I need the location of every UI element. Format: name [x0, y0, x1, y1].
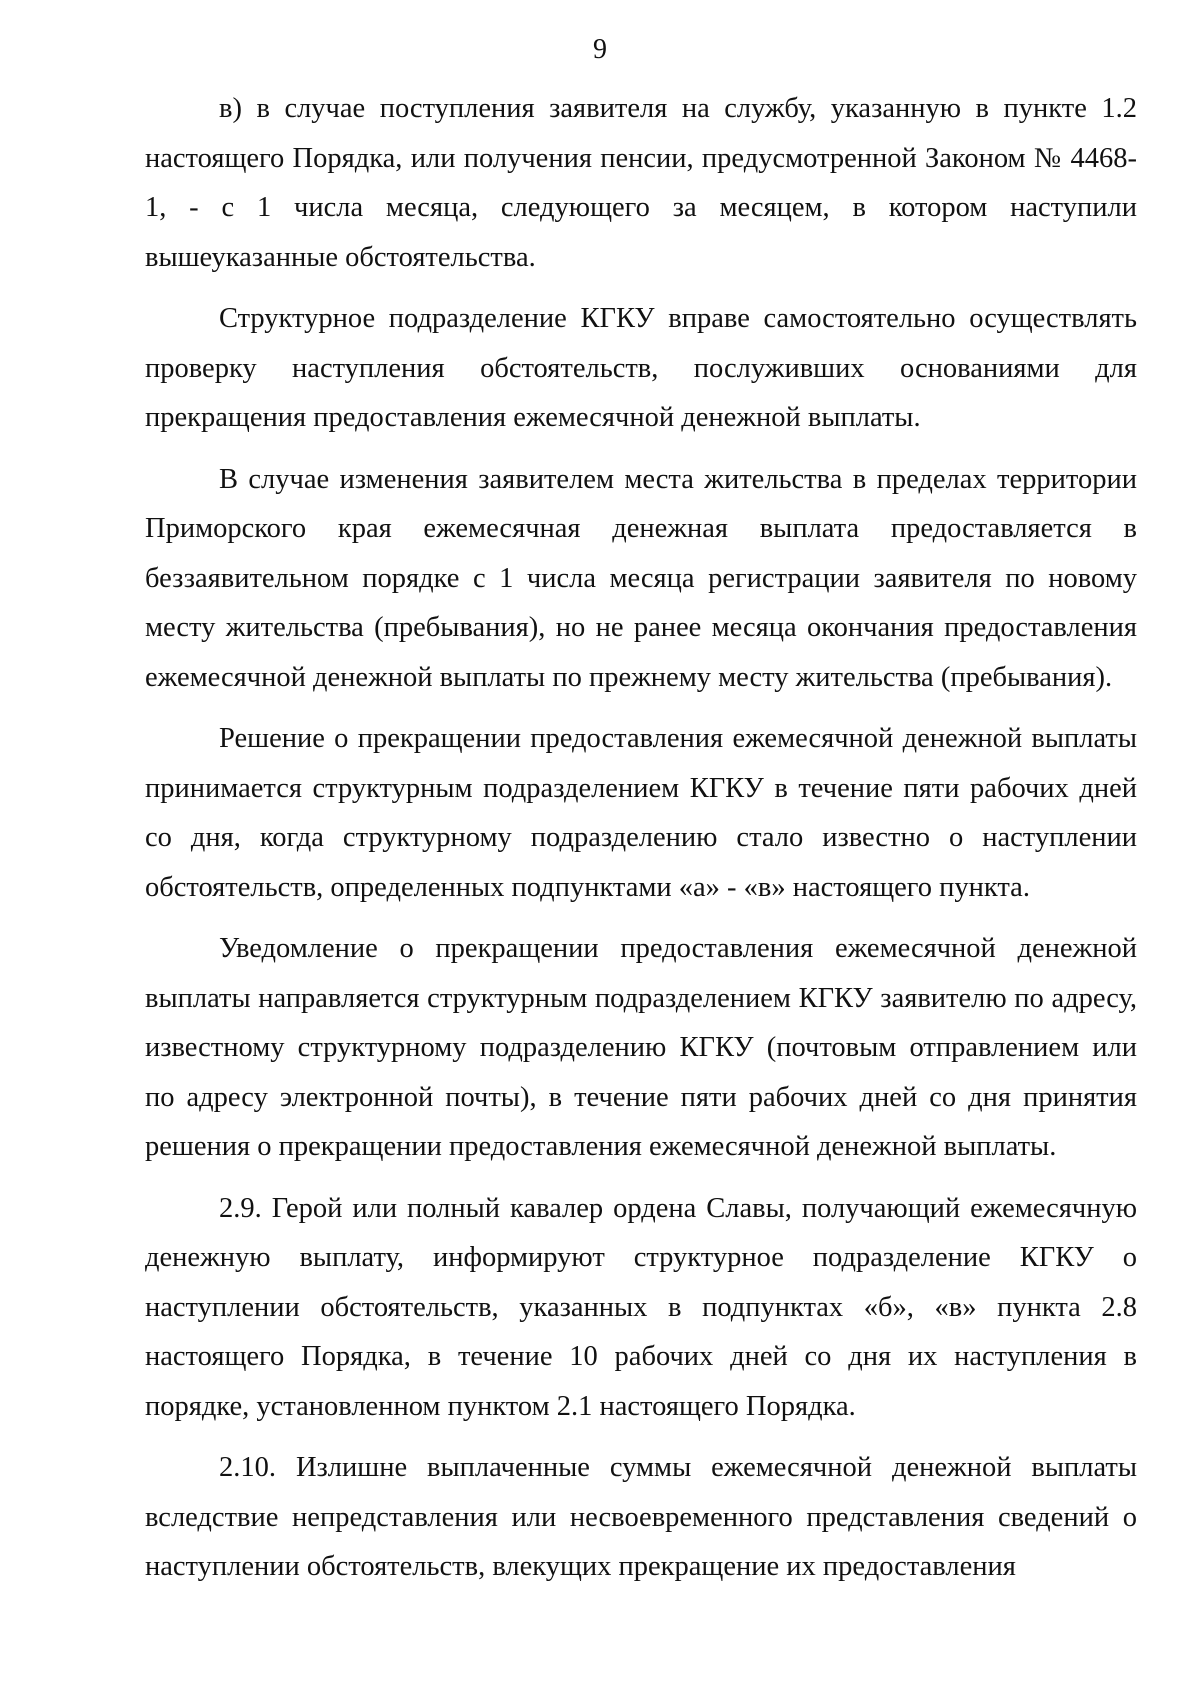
- page-number: 9: [593, 34, 607, 65]
- paragraph-residence-change: В случае изменения заявителем места жительства в пределах территории Приморского края ежемесячная денежная выплата предоставляется в беззаявительном порядке с 1 числа месяца регистрации заявителя по новому месту жительства (пребывания), но не ранее месяца окончания предоставления ежемесячной денежной выплаты по прежнему месту жительства (пребывания).: [145, 463, 1137, 693]
- paragraph-2-10: 2.10. Излишне выплаченные суммы ежемесячной денежной выплаты вследствие непредставления или несвоевременного представления сведений о наступлении обстоятельств, влекущих прекращение их предоставления: [145, 1452, 1137, 1582]
- paragraph-subpoint-v: в) в случае поступления заявителя на службу, указанную в пункте 1.2 настоящего Порядка, или получения пенсии, предусмотренной Законом № 4468-1, - с 1 числа месяца, следующего за месяцем, в котором наступили вышеуказанные обстоятельства.: [145, 93, 1137, 273]
- paragraph-termination-notice: Уведомление о прекращении предоставления ежемесячной денежной выплаты направляется структурным подразделением КГКУ заявителю по адресу, известному структурному подразделению КГКУ (почтовым отправлением или по адресу электронной почты), в течение пяти рабочих дней со дня принятия решения о прекращении предоставления ежемесячной денежной выплаты.: [145, 933, 1137, 1162]
- document-body: [145, 84, 1137, 1604]
- paragraph-2-9: 2.9. Герой или полный кавалер ордена Славы, получающий ежемесячную денежную выплату, информируют структурное подразделение КГКУ о наступлении обстоятельств, указанных в подпунктах «б», «в» пункта 2.8 настоящего Порядка, в течение 10 рабочих дней со дня их наступления в порядке, установленном пунктом 2.1 настоящего Порядка.: [145, 1192, 1137, 1422]
- paragraph-termination-decision: Решение о прекращении предоставления ежемесячной денежной выплаты принимается структурным подразделением КГКУ в течение пяти рабочих дней со дня, когда структурному подразделению стало известно о наступлении обстоятельств, определенных подпунктами «а» - «в» настоящего пункта.: [145, 723, 1137, 903]
- paragraph-verification-right: Структурное подразделение КГКУ вправе самостоятельно осуществлять проверку наступления обстоятельств, послуживших основаниями для прекращения предоставления ежемесячной денежной выплаты.: [145, 303, 1137, 433]
